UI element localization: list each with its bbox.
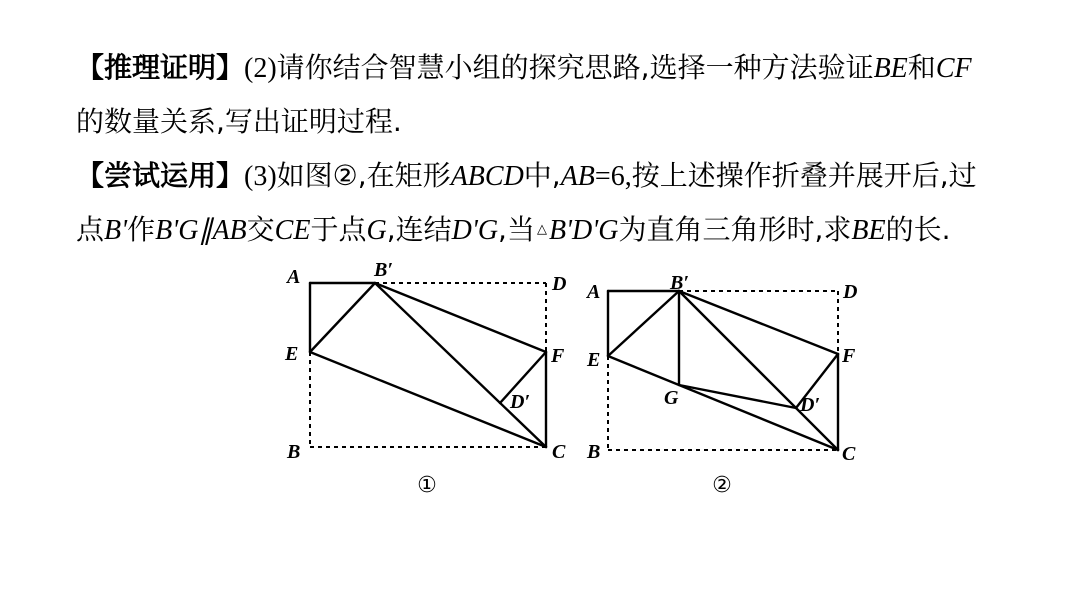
point-label-g: G [664,387,679,409]
segment-e-bprime [310,283,375,352]
figure-1-solid-lines [310,283,546,447]
problem-text: 请你结合智慧小组的探究思路,选择一种方法验证 [276,51,874,84]
problem-text: 按上述操作折叠并展开后,过 [631,159,977,192]
math-segment: G [366,215,387,246]
math-segment: B' [104,215,128,246]
figure-2-caption: ② [712,473,732,498]
problem-text: 作 [127,213,156,246]
point-label-f: F [551,345,565,367]
parallel-symbol: ∥ [198,215,213,246]
segment-bprime-f [375,283,546,352]
problem-text: 和 [907,51,936,84]
problem-text: 的长. [885,213,951,246]
point-label-dprime: D′ [510,391,531,413]
point-label-e: E [285,343,299,365]
figure-2-solid-lines [608,291,838,450]
math-segment: CE [274,215,311,246]
point-label-dprime: D′ [800,394,821,416]
segment-bprime-c [679,291,838,450]
figure-2 [585,272,857,498]
problem-text: 交 [246,213,275,246]
math-segment: AB [560,161,595,192]
point-label-a: A [587,281,601,303]
figure-1-caption: ① [417,473,437,498]
point-label-d: D [843,281,858,303]
math-segment: AB [212,215,247,246]
number-segment: =6, [594,161,632,192]
problem-text: 于点 [310,213,367,246]
point-label-a: A [287,266,301,288]
problem-text: ,连结 [386,213,452,246]
segment-bprime-c [375,283,546,447]
figure-1 [284,259,566,498]
point-label-f: F [842,345,856,367]
problem-text: 的数量关系,写出证明过程. [76,105,402,138]
segment-e-bprime [608,291,679,356]
point-label-e: E [587,349,601,371]
segment-g-dprime [679,385,796,408]
segment-bprime-f [679,291,838,354]
triangle-symbol: △ [536,222,547,237]
section-heading-reasoning-proof: 【推理证明】 [76,51,245,84]
problem-text: 为直角三角形时,求 [618,213,852,246]
math-segment: CF [935,53,972,84]
math-segment: BE [873,53,908,84]
problem-text: 中, [523,159,561,192]
point-label-c: C [842,443,856,465]
point-label-d: D [552,273,567,295]
math-segment: BE [851,215,886,246]
point-label-b: B [587,441,601,463]
problem-text: 点 [76,213,105,246]
section-heading-try-apply: 【尝试运用】 [76,159,245,192]
math-segment: B'G [155,215,199,246]
point-label-bprime: B′ [670,272,689,294]
part-number: (3) [244,161,277,192]
problem-text: 如图②,在矩形 [276,159,451,192]
point-label-b: B [287,441,301,463]
part-number: (2) [244,53,277,84]
point-label-c: C [552,441,566,463]
point-label-bprime: B′ [374,259,393,281]
math-segment: D'G [451,215,499,246]
math-segment: B'D'G [548,215,619,246]
math-segment: ABCD [450,161,524,192]
problem-text: ,当 [498,213,535,246]
